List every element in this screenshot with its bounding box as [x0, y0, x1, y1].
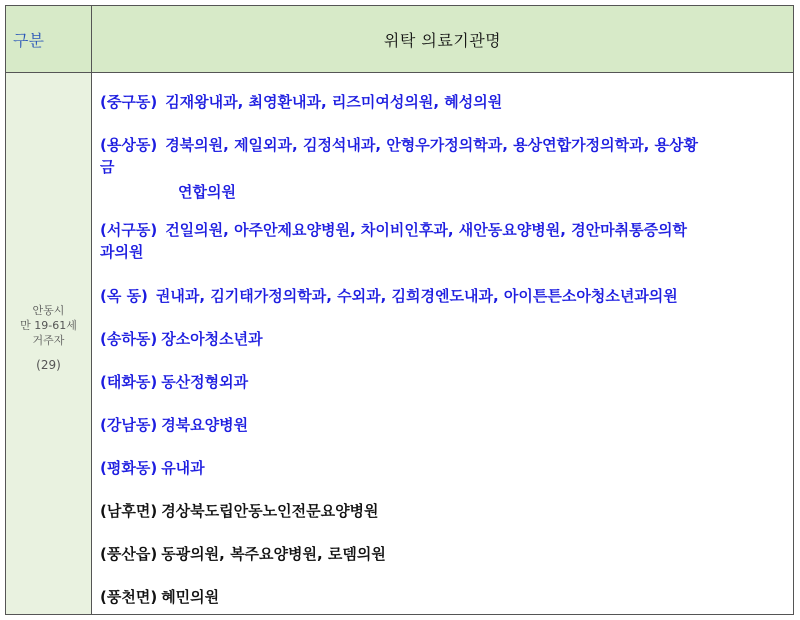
- hospital-names: 유내과: [161, 459, 205, 477]
- hospital-name-header: 위탁 의료기관명: [383, 30, 502, 50]
- list-item: [100, 543, 787, 565]
- district-label: (풍산읍): [100, 545, 158, 563]
- hospital-table: [5, 5, 794, 615]
- hospital-list-cell: [92, 73, 793, 614]
- district-label: (서구동): [100, 221, 158, 239]
- district-label: (강남동): [100, 416, 158, 434]
- hospital-names: 김재왕내과, 최영환내과, 리즈미여성의원, 혜성의원: [165, 93, 503, 111]
- list-item: [100, 414, 787, 436]
- hospital-names: 경상북도립안동노인전문요양병원: [161, 502, 379, 520]
- district-label: (용상동): [100, 136, 158, 154]
- hospital-names: 장소아청소년과: [161, 330, 263, 348]
- hospital-names-cont: 연합의원: [178, 183, 236, 201]
- city-label: 안동시: [32, 304, 65, 317]
- hospital-names: 동산정형외과: [161, 373, 249, 391]
- list-item: [100, 91, 787, 113]
- list-item: [100, 219, 787, 263]
- category-label: [6, 303, 91, 373]
- list-item: [100, 285, 787, 307]
- list-item: [100, 134, 787, 203]
- list-item: [100, 328, 787, 350]
- district-label: (남후면): [100, 502, 158, 520]
- district-label: (평화동): [100, 459, 158, 477]
- district-label: (옥 동): [100, 287, 148, 305]
- hospital-names-wrap: 금: [100, 158, 115, 176]
- category-cell: [6, 73, 92, 614]
- hospital-names: 경북의원, 제일외과, 김정석내과, 안형우가정의학과, 용상연합가정의학과, 용상황: [165, 136, 698, 154]
- hospital-names: 권내과, 김기태가정의학과, 수외과, 김희경엔도내과, 아이튼튼소아청소년과의원: [155, 287, 678, 305]
- count-label: (29): [36, 358, 61, 372]
- district-label: (풍천면): [100, 588, 158, 606]
- hospital-names: 경북요양병원: [161, 416, 249, 434]
- category-header: 구분: [6, 6, 92, 72]
- list-item: [100, 371, 787, 393]
- resident-label: 거주자: [32, 334, 65, 347]
- list-item: [100, 586, 787, 608]
- hospital-names: 동광의원, 복주요양병원, 로뎀의원: [161, 545, 386, 563]
- district-label: (송하동): [100, 330, 158, 348]
- age-label: 만 19-61세: [20, 319, 77, 332]
- hospital-names: 건일의원, 아주안제요양병원, 차이비인후과, 새안동요양병원, 경안마취통증의학: [165, 221, 688, 239]
- hospital-names: 혜민의원: [161, 588, 220, 606]
- table-header: [6, 6, 793, 73]
- hospital-names-wrap: 과의원: [100, 243, 144, 261]
- district-label: (태화동): [100, 373, 158, 391]
- list-item: [100, 457, 787, 479]
- list-item: [100, 500, 787, 522]
- district-label: (중구동): [100, 93, 158, 111]
